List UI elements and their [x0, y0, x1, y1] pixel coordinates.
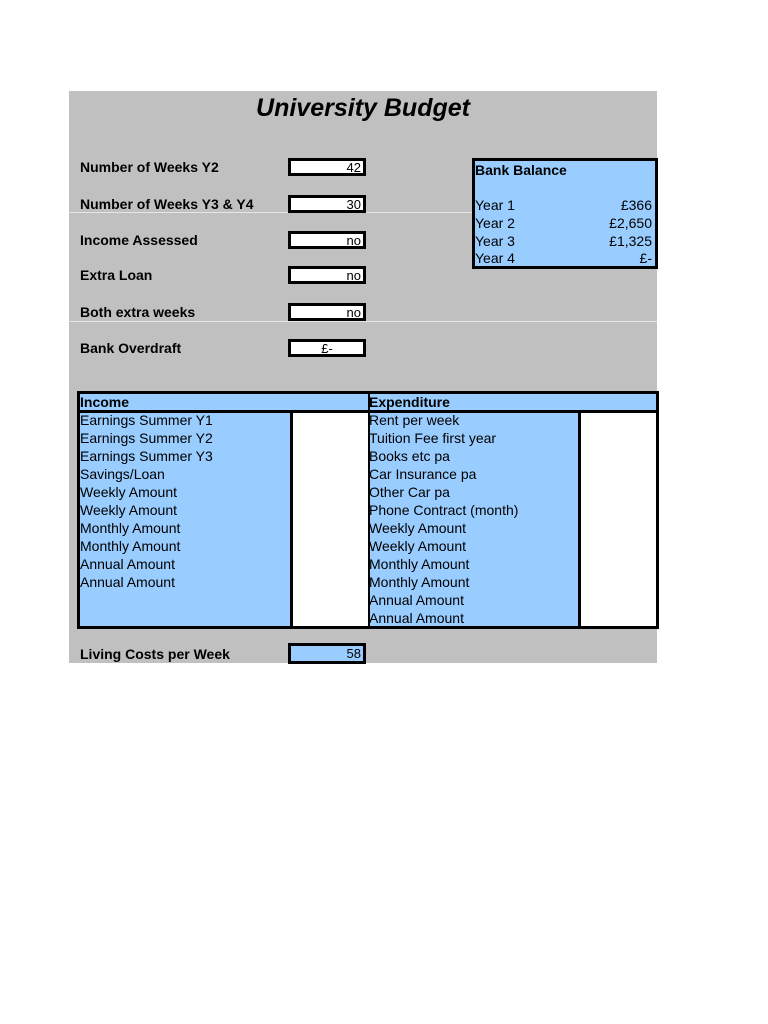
column-divider [578, 413, 581, 626]
expenditure-item: Annual Amount [369, 610, 464, 626]
income-item: Earnings Summer Y1 [80, 412, 213, 428]
bank-year-label: Year 2 [475, 215, 515, 231]
bank-year-value: £1,325 [609, 233, 652, 249]
both-extra-weeks-cell[interactable]: no [288, 303, 366, 321]
income-header: Income [80, 394, 130, 410]
income-expenditure-table [77, 391, 659, 629]
expenditure-item: Phone Contract (month) [369, 502, 519, 518]
weeks-y2-label: Number of Weeks Y2 [80, 159, 219, 175]
bank-year-value: £366 [620, 197, 652, 213]
income-item: Monthly Amount [80, 538, 181, 554]
extra-loan-label: Extra Loan [80, 267, 153, 283]
extra-loan-cell[interactable]: no [288, 266, 366, 284]
income-assessed-label: Income Assessed [80, 232, 198, 248]
income-values-column[interactable] [293, 413, 368, 626]
bank-balance-row [475, 232, 652, 250]
bank-year-label: Year 1 [475, 197, 515, 213]
expenditure-item: Other Car pa [369, 484, 450, 500]
expenditure-item: Annual Amount [369, 592, 464, 608]
income-item: Annual Amount [80, 556, 175, 572]
bank-balance-row [475, 214, 652, 232]
weeks-y2-cell[interactable]: 42 [288, 158, 366, 176]
bank-year-label: Year 3 [475, 233, 515, 249]
bank-balance-title: Bank Balance [475, 162, 567, 178]
expenditure-item: Tuition Fee first year [369, 430, 497, 446]
weeks-y3-y4-cell[interactable]: 30 [288, 195, 366, 213]
expenditure-header: Expenditure [369, 394, 450, 410]
expenditure-item: Weekly Amount [369, 538, 467, 554]
bank-overdraft-cell[interactable]: £- [288, 339, 366, 357]
both-extra-weeks-label: Both extra weeks [80, 304, 196, 320]
living-costs-label: Living Costs per Week [80, 646, 230, 662]
bank-year-label: Year 4 [475, 250, 515, 266]
expenditure-values-column[interactable] [581, 413, 656, 626]
bank-overdraft-label: Bank Overdraft [80, 340, 182, 356]
expenditure-item: Car Insurance pa [369, 466, 477, 482]
weeks-y3-y4-label: Number of Weeks Y3 & Y4 [80, 196, 254, 212]
expenditure-item: Weekly Amount [369, 520, 467, 536]
bank-balance-row [475, 249, 652, 267]
expenditure-item: Books etc pa [369, 448, 450, 464]
gridline [69, 321, 657, 322]
income-item: Savings/Loan [80, 466, 165, 482]
expenditure-item: Monthly Amount [369, 574, 470, 590]
income-item: Weekly Amount [80, 484, 178, 500]
expenditure-item: Rent per week [369, 412, 460, 428]
income-item: Weekly Amount [80, 502, 178, 518]
income-assessed-cell[interactable]: no [288, 231, 366, 249]
income-item: Annual Amount [80, 574, 175, 590]
living-costs-cell[interactable]: 58 [288, 643, 366, 664]
column-divider [290, 413, 293, 626]
bank-balance-box [472, 158, 658, 269]
sheet-title: University Budget [256, 94, 470, 122]
income-item: Earnings Summer Y3 [80, 448, 213, 464]
bank-year-value: £- [639, 250, 652, 266]
bank-year-value: £2,650 [609, 215, 652, 231]
income-item: Monthly Amount [80, 520, 181, 536]
budget-sheet [69, 91, 657, 663]
income-item: Earnings Summer Y2 [80, 430, 213, 446]
expenditure-item: Monthly Amount [369, 556, 470, 572]
bank-balance-row [475, 196, 652, 214]
